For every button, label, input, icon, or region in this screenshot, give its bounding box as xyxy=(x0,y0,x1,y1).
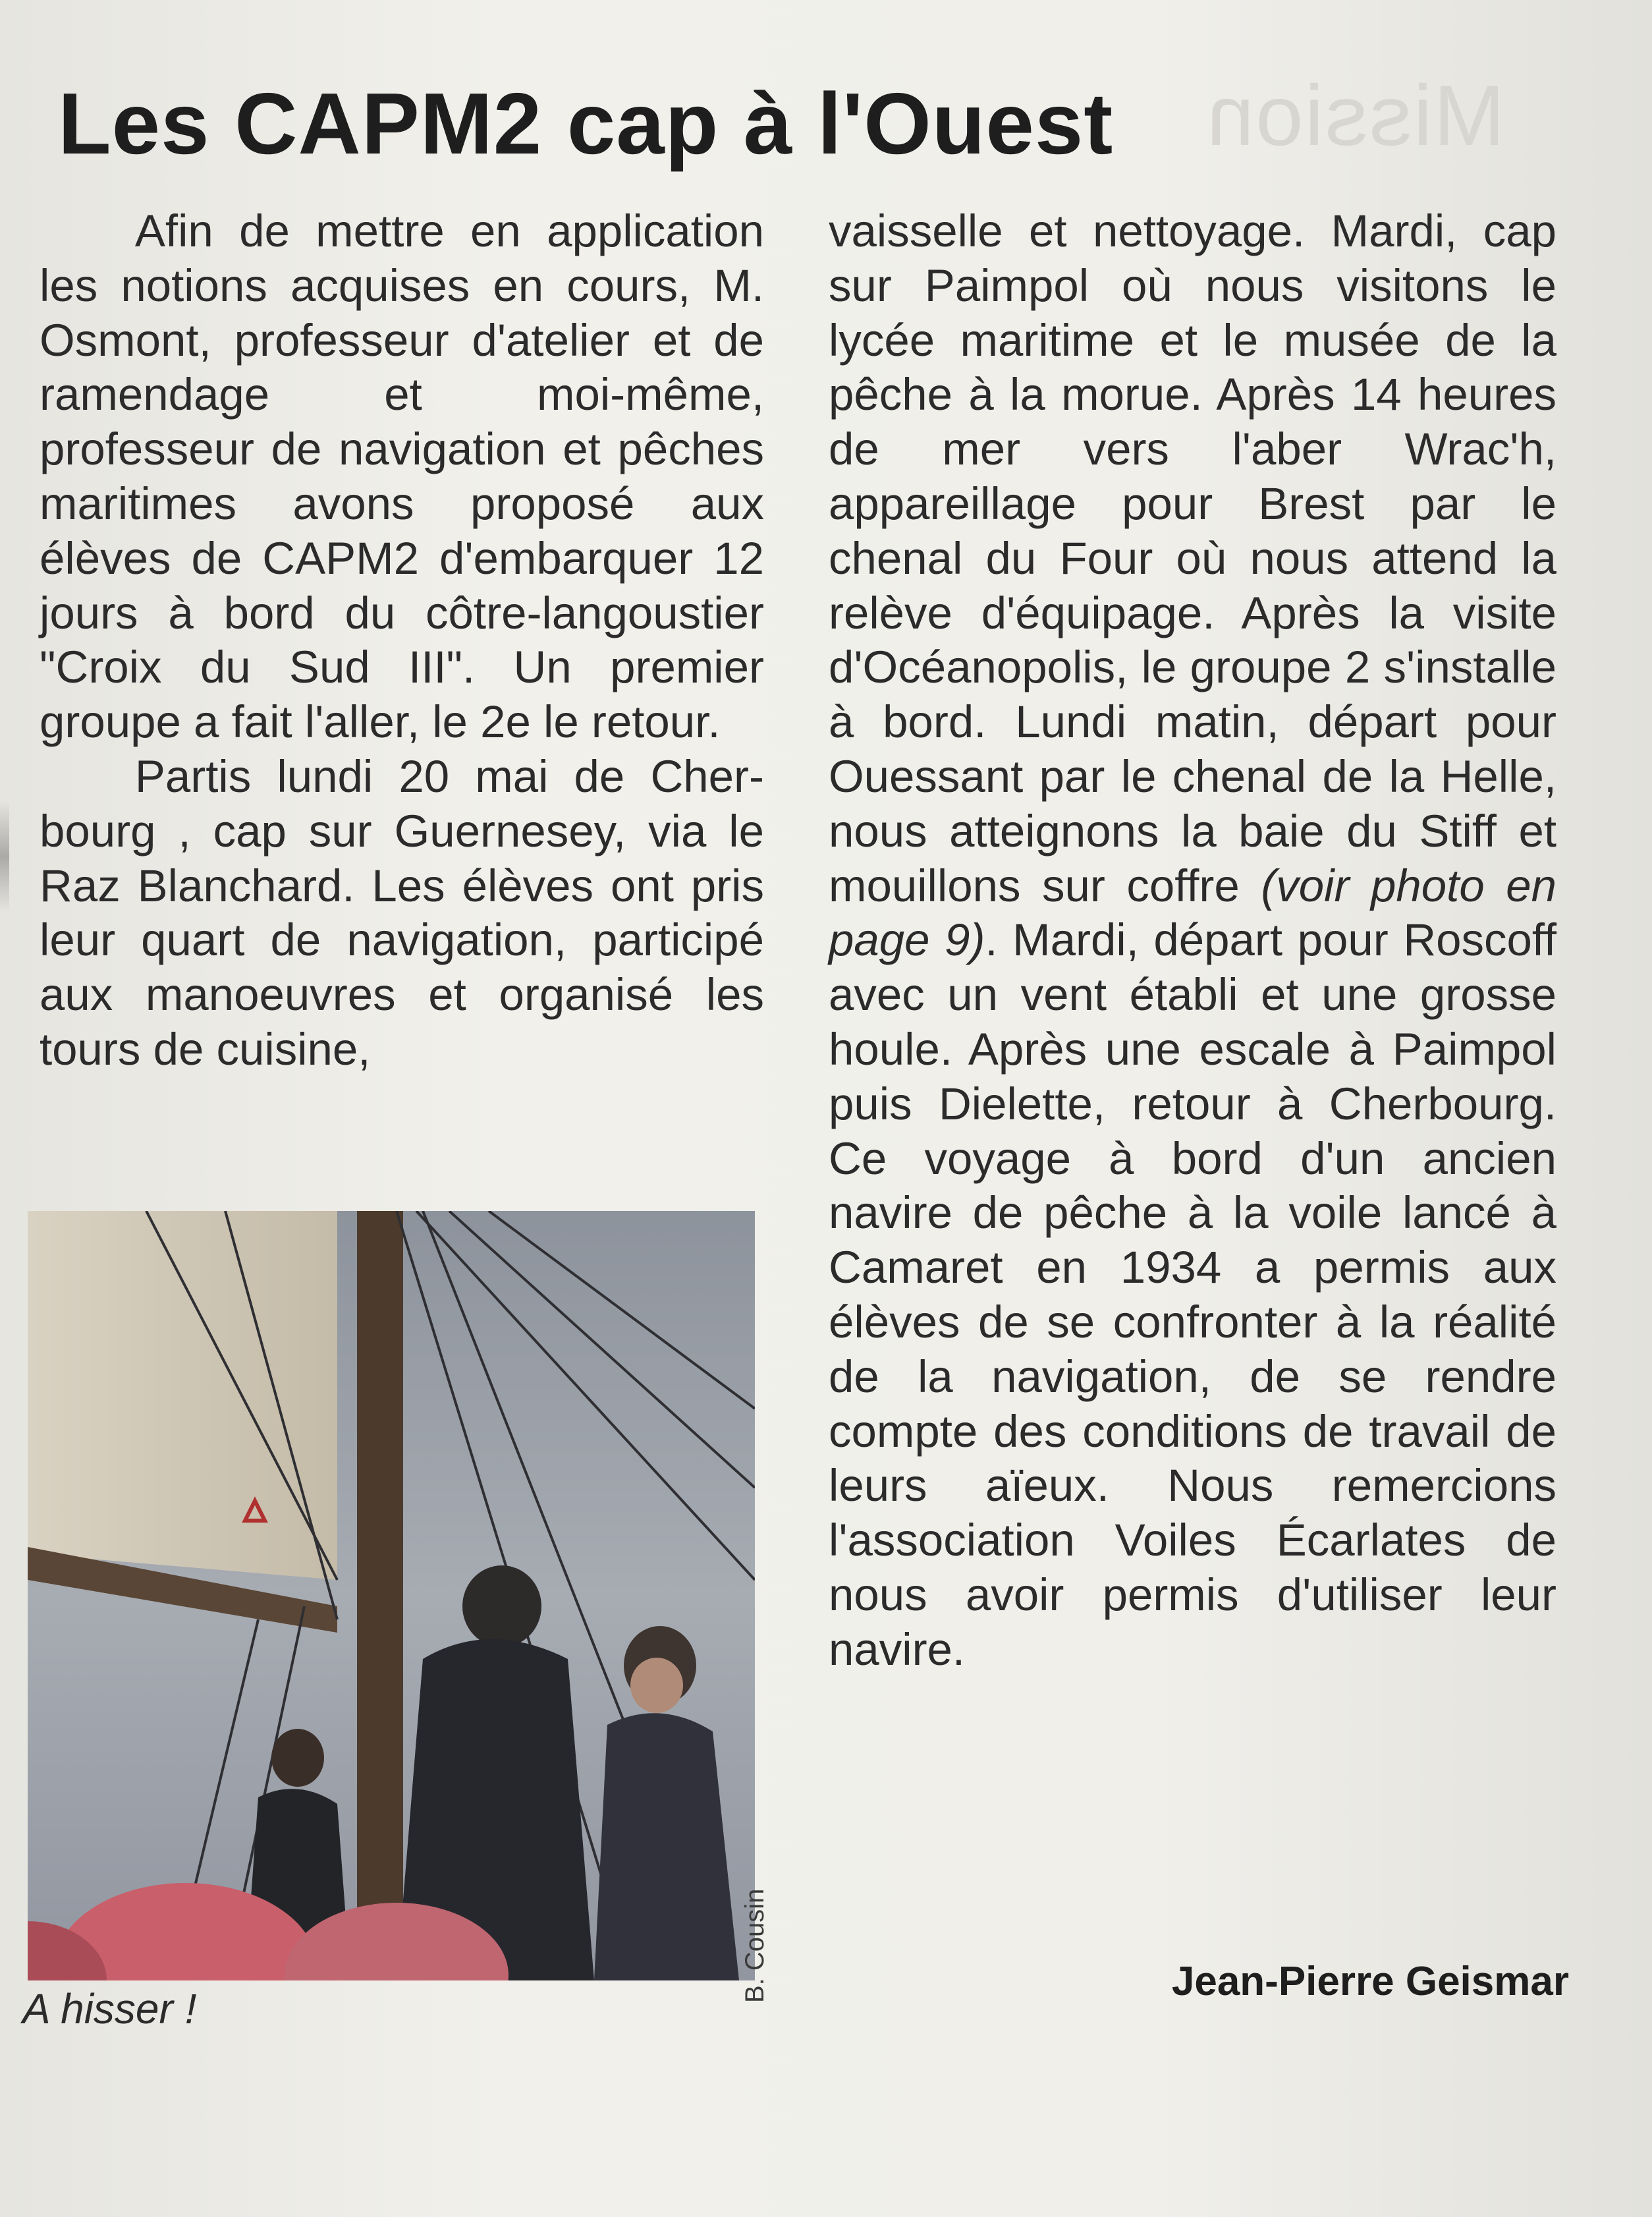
left-column xyxy=(40,204,764,1077)
photo-caption: A hisser ! xyxy=(22,1985,197,2033)
sailing-photo xyxy=(28,1211,755,1980)
paragraph-3-start: vaisselle et nettoyage. Mardi, cap sur Paimpol où nous visitons le lycée maritime et le musée de la pêche à la morue. Après 14 heures de mer vers l'aber Wrac'h, appareillage pour Brest par le chenal du Four où nous attend la relève d'équipage. Après la visite d'Océanopolis, le groupe 2 s'installe à bord. Lundi matin, départ pour Ouessant par le chenal de la Helle, nous atteignons la baie du Stiff et mouillons sur coffre xyxy=(829,206,1556,911)
sailing-photo-illustration xyxy=(28,1211,755,1980)
paragraph-1: Afin de mettre en application les notions acquises en cours, M. Osmont, professeur d'atelier et de ramendage et moi-même, professeur de navigation et pêches maritimes avons proposé aux élèves de CAPM2 d'embarquer 12 jours à bord du côtre-langoustier "Croix du Sud III". Un premier groupe a fait l'aller, le 2e le retour. xyxy=(40,206,764,748)
paragraph-2: Partis lundi 20 mai de Cherbourg , cap sur Guernesey, via le Raz Blanchard. Les élèves ont pris leur quart de navigation, participé aux manoeuvres et organisé les tours de cuisine, xyxy=(40,750,764,1075)
author-signature: Jean-Pierre Geismar xyxy=(1171,1959,1569,2004)
margin-mark xyxy=(0,800,9,912)
paragraph-3 xyxy=(829,204,1556,1677)
show-through-heading: Mission xyxy=(1205,67,1505,163)
photo-reference-note: (voir photo en page 9) xyxy=(829,860,1556,966)
photo-credit: B. Cousin xyxy=(740,1888,769,2003)
mast xyxy=(357,1211,403,1980)
sail xyxy=(28,1211,337,1580)
article-title: Les CAPM2 cap à l'Ouest xyxy=(58,75,1114,172)
right-column xyxy=(829,204,1556,1677)
paragraph-3-end: . Mardi, départ pour Roscoff avec un vent établi et une grosse houle. Après une escale à Paimpol puis Dielette, retour à Cherbourg. Ce voyage à bord d'un ancien navire de pêche à la voile lancé à Camaret en 1934 a permis aux élèves de se confronter à la réalité de la navigation, de se rendre compte des conditions de travail de leurs aïeux. Nous remercions l'association Voiles Écarlates de nous avoir permis d'utiliser leur navire. xyxy=(829,914,1556,1675)
